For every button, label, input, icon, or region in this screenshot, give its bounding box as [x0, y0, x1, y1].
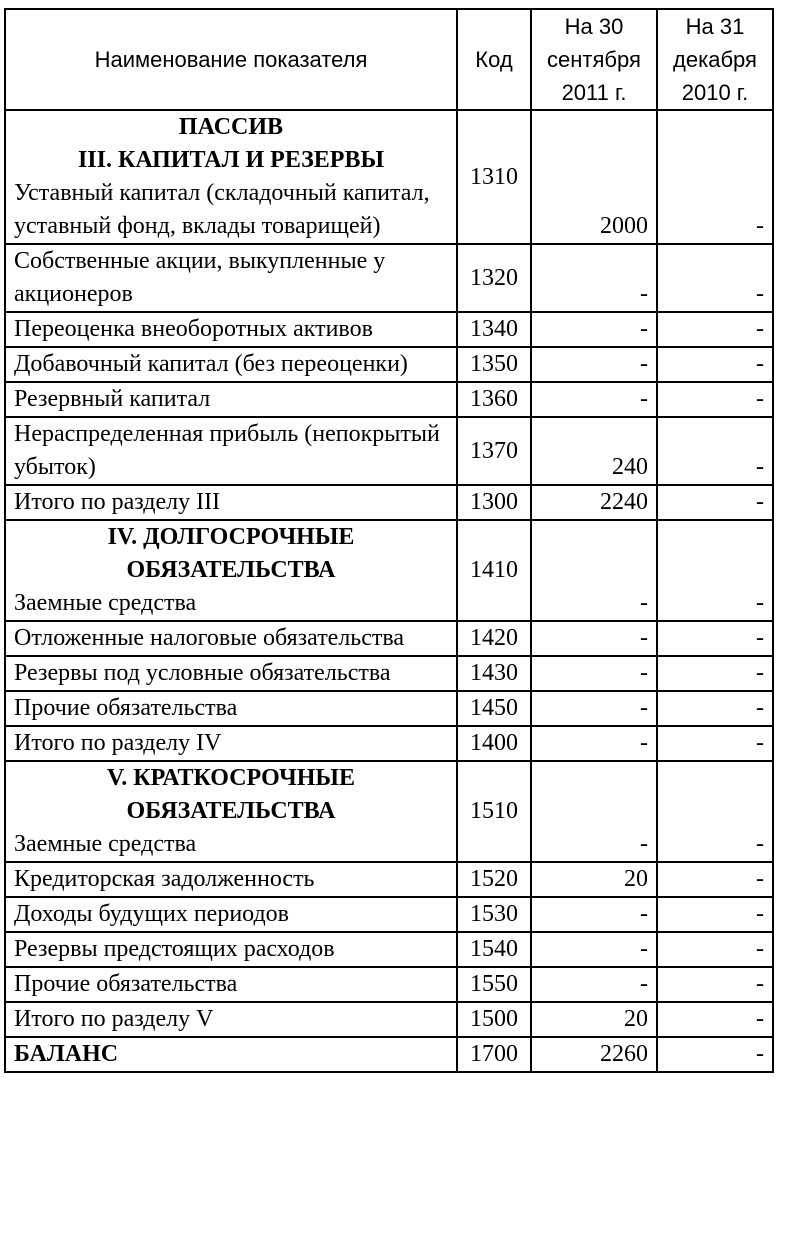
row-value-2010: - [657, 862, 773, 897]
row-value-2010: - [657, 312, 773, 347]
row-name-cell [5, 110, 457, 244]
table-row [5, 621, 773, 656]
row-name: Резервный капитал [5, 382, 457, 417]
row-value-2011: - [531, 932, 657, 967]
row-value-2010: - [657, 382, 773, 417]
row-value-2010: - [657, 1037, 773, 1072]
row-value-2010: - [657, 761, 773, 862]
table-row [5, 862, 773, 897]
row-name: Отложенные налоговые обязательства [5, 621, 457, 656]
row-value-2010: - [657, 347, 773, 382]
table-row [5, 520, 773, 621]
table-row [5, 897, 773, 932]
header-row [5, 9, 773, 110]
table-row [5, 691, 773, 726]
table-row-total [5, 726, 773, 761]
row-value-2010: - [657, 520, 773, 621]
column-header-date1: На 30 сентября 2011 г. [531, 9, 657, 110]
row-value-2010: - [657, 485, 773, 520]
row-value-2010: - [657, 244, 773, 312]
row-name: Резервы под условные обязательства [5, 656, 457, 691]
row-code: 1400 [457, 726, 531, 761]
row-value-2011: - [531, 656, 657, 691]
row-code: 1340 [457, 312, 531, 347]
row-value-2011: - [531, 726, 657, 761]
row-code: 1420 [457, 621, 531, 656]
row-code: 1300 [457, 485, 531, 520]
row-value-2011: 2260 [531, 1037, 657, 1072]
row-name: Уставный капитал (складочный капитал, уставный фонд, вклады товарищей) [14, 180, 430, 239]
row-code: 1550 [457, 967, 531, 1002]
row-name: Добавочный капитал (без переоценки) [5, 347, 457, 382]
row-name: БАЛАНС [5, 1037, 457, 1072]
row-code: 1360 [457, 382, 531, 417]
row-value-2010: - [657, 621, 773, 656]
table-row [5, 932, 773, 967]
row-code: 1500 [457, 1002, 531, 1037]
row-name: Кредиторская задолженность [5, 862, 457, 897]
row-name: Доходы будущих периодов [5, 897, 457, 932]
row-name: Итого по разделу III [5, 485, 457, 520]
row-name-cell [5, 761, 457, 862]
row-value-2011: - [531, 621, 657, 656]
row-name: Итого по разделу V [5, 1002, 457, 1037]
table-row [5, 656, 773, 691]
row-name: Резервы предстоящих расходов [5, 932, 457, 967]
column-header-code: Код [457, 9, 531, 110]
row-value-2010: - [657, 691, 773, 726]
table-row [5, 312, 773, 347]
balance-liabilities-table [4, 8, 774, 1073]
row-value-2011: - [531, 897, 657, 932]
row-name: Нераспределенная прибыль (непокрытый убыток) [5, 417, 457, 485]
row-value-2010: - [657, 726, 773, 761]
row-code: 1540 [457, 932, 531, 967]
section-title-passiv: ПАССИВ [178, 114, 284, 140]
row-code: 1450 [457, 691, 531, 726]
row-name: Заемные средства [14, 831, 197, 857]
row-value-2010: - [657, 932, 773, 967]
row-value-2011: 2000 [531, 110, 657, 244]
table-row [5, 382, 773, 417]
row-name: Собственные акции, выкупленные у акционеров [5, 244, 457, 312]
row-code: 1510 [457, 761, 531, 862]
column-header-date2: На 31 декабря 2010 г. [657, 9, 773, 110]
table-row [5, 110, 773, 244]
row-value-2011: - [531, 244, 657, 312]
row-value-2011: - [531, 382, 657, 417]
table-row [5, 417, 773, 485]
row-code: 1320 [457, 244, 531, 312]
row-value-2010: - [657, 110, 773, 244]
row-value-2011: - [531, 967, 657, 1002]
row-value-2011: 2240 [531, 485, 657, 520]
row-code: 1410 [457, 520, 531, 621]
row-value-2011: 20 [531, 862, 657, 897]
table-row-balance [5, 1037, 773, 1072]
row-value-2011: 240 [531, 417, 657, 485]
row-name: Прочие обязательства [5, 691, 457, 726]
table-row-total [5, 1002, 773, 1037]
column-header-name: Наименование показателя [5, 9, 457, 110]
row-code: 1530 [457, 897, 531, 932]
row-name: Заемные средства [14, 590, 197, 616]
row-value-2011: - [531, 691, 657, 726]
table-row-total [5, 485, 773, 520]
row-code: 1700 [457, 1037, 531, 1072]
row-value-2011: - [531, 312, 657, 347]
row-value-2010: - [657, 417, 773, 485]
row-name-cell [5, 520, 457, 621]
section-title-3: III. КАПИТАЛ И РЕЗЕРВЫ [77, 147, 385, 173]
row-name: Переоценка внеоборотных активов [5, 312, 457, 347]
table-row [5, 347, 773, 382]
row-value-2011: - [531, 761, 657, 862]
section-title-4: IV. ДОЛГОСРОЧНЫЕ ОБЯЗАТЕЛЬСТВА [107, 524, 355, 583]
row-name: Итого по разделу IV [5, 726, 457, 761]
row-value-2010: - [657, 1002, 773, 1037]
row-code: 1370 [457, 417, 531, 485]
row-value-2010: - [657, 897, 773, 932]
row-value-2011: - [531, 520, 657, 621]
row-name: Прочие обязательства [5, 967, 457, 1002]
row-code: 1350 [457, 347, 531, 382]
row-value-2011: 20 [531, 1002, 657, 1037]
row-code: 1520 [457, 862, 531, 897]
row-code: 1310 [457, 110, 531, 244]
section-title-5: V. КРАТКОСРОЧНЫЕ ОБЯЗАТЕЛЬСТВА [106, 765, 355, 824]
table-row [5, 967, 773, 1002]
row-value-2011: - [531, 347, 657, 382]
table-row [5, 761, 773, 862]
row-value-2010: - [657, 656, 773, 691]
table-row [5, 244, 773, 312]
row-code: 1430 [457, 656, 531, 691]
row-value-2010: - [657, 967, 773, 1002]
